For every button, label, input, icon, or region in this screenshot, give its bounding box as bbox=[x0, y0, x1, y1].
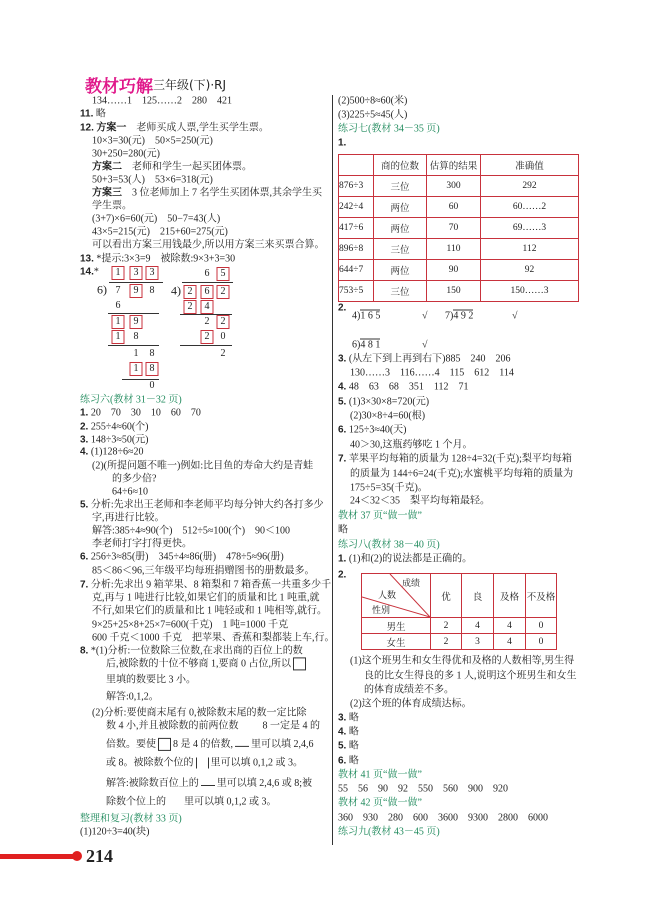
answer-line: 30+250=280(元) bbox=[92, 148, 160, 160]
answer-11: 11. 略 bbox=[80, 108, 106, 120]
answer-line: 9×25+25×8+25×7=600(千克) 1 吨=1000 千克 bbox=[92, 619, 289, 631]
answer-line: (2)(所提问题不唯一)例如:比目鱼的寿命大约是青蛙 bbox=[92, 460, 314, 472]
answer-line: (2)500÷8≈60(米) bbox=[338, 95, 408, 107]
cell: 644÷7 bbox=[339, 260, 374, 281]
blank-line bbox=[201, 776, 215, 786]
division-line bbox=[108, 345, 159, 346]
corner-label: 性别 bbox=[372, 605, 391, 615]
answer-line: 除数个位上的 里可以填 0,1,2 或 3。 bbox=[106, 796, 277, 808]
cell: 女生 bbox=[362, 634, 431, 650]
step-digit: 9 bbox=[130, 315, 143, 329]
cell: 896÷8 bbox=[339, 239, 374, 260]
answer-line: 解答:385÷4≈90(个) 512÷5≈100(个) 90＜100 bbox=[92, 525, 291, 537]
answer-line: 40＞30,这瓶药够吃 1 个月。 bbox=[350, 439, 473, 451]
answer-line: 64÷6≈10 bbox=[112, 486, 148, 498]
table-row bbox=[362, 634, 557, 650]
step-digit: 8 bbox=[133, 331, 139, 342]
check-mark-icon: √ bbox=[512, 310, 518, 322]
division-bar bbox=[182, 282, 233, 283]
cell: 70 bbox=[427, 218, 481, 239]
cell: 876÷3 bbox=[339, 176, 374, 197]
step-digit: 2 bbox=[184, 300, 197, 314]
dividend-digit: 7 bbox=[115, 285, 121, 296]
answer-line: 10×3=30(元) 50×5=250(元) bbox=[92, 135, 213, 147]
cell: 69……3 bbox=[481, 218, 579, 239]
dividend-digit: 2 bbox=[217, 285, 230, 299]
answer-line: 50+3=53(人) 53×6=318(元) bbox=[92, 174, 213, 186]
cell: 3 bbox=[462, 634, 494, 650]
division-check: 7)4 9 2 bbox=[445, 310, 474, 322]
check-mark-icon: √ bbox=[422, 339, 428, 351]
dividend-digit: 6 bbox=[201, 285, 214, 299]
column-divider bbox=[332, 95, 333, 845]
cell: 753÷5 bbox=[339, 281, 374, 302]
step-digit: 2 bbox=[201, 330, 214, 344]
cell: 两位 bbox=[374, 260, 427, 281]
cell: 2 bbox=[431, 618, 462, 634]
answer-8: 8. *(1)分析:一位数除三位数,在求出商的百位上的数 bbox=[80, 645, 303, 657]
step-digit: 0 bbox=[220, 331, 226, 342]
quotient-digit: 3 bbox=[146, 266, 159, 280]
cell: 三位 bbox=[374, 239, 427, 260]
cell: 男生 bbox=[362, 618, 431, 634]
section-heading: 整理和复习(教材 33 页) bbox=[80, 813, 182, 825]
cell: 两位 bbox=[374, 218, 427, 239]
step-digit: 6 bbox=[115, 300, 121, 311]
answer-6: 6. 125÷3≈40(天) bbox=[338, 424, 407, 436]
section-heading: 练习九(教材 43－45 页) bbox=[338, 826, 440, 838]
answer-5: 5. (1)3×30×8=720(元) bbox=[338, 396, 430, 408]
table-row bbox=[339, 281, 579, 302]
answer-line: 倍数。要使 8 是 4 的倍数, 里可以填 2,4,6 bbox=[106, 738, 314, 750]
answer-line: 里填的数要比 3 小。 bbox=[106, 674, 196, 686]
answer-1: 1. bbox=[338, 137, 347, 149]
answer-line: 的体育成绩差不多。 bbox=[364, 684, 454, 696]
answer-line: 的质量为 144÷6=24(千克);水蜜桃平均每箱的质量为 bbox=[350, 468, 574, 480]
cell: 4 bbox=[494, 618, 526, 634]
answer-2: 2. bbox=[338, 569, 347, 581]
cell: 300 bbox=[427, 176, 481, 197]
table-row bbox=[339, 176, 579, 197]
cell: 92 bbox=[481, 260, 579, 281]
answer-line: 后,被除数的十位不够商 1,要商 0 占位,所以 bbox=[106, 657, 308, 670]
table-row bbox=[339, 218, 579, 239]
table-header-row bbox=[362, 574, 557, 618]
cell: 2 bbox=[431, 634, 462, 650]
blank-line bbox=[235, 737, 249, 747]
cell: 417÷6 bbox=[339, 218, 374, 239]
header-cell: 不及格 bbox=[526, 574, 557, 618]
answer-line: (1)这个班男生和女生得优和及格的人数相等,男生得 bbox=[350, 655, 575, 667]
answer-1: 1. 20 70 30 10 60 70 bbox=[80, 407, 201, 419]
table-row bbox=[339, 260, 579, 281]
header-cell: 良 bbox=[462, 574, 494, 618]
answer-line: 解答:被除数百位上的 里可以填 2,4,6 或 8;被 bbox=[106, 778, 313, 789]
section-heading: 练习六(教材 31－32 页) bbox=[80, 394, 182, 406]
answer-14: 14.* bbox=[80, 266, 99, 278]
corner-label: 人数 bbox=[378, 590, 397, 600]
pe-score-table bbox=[361, 573, 557, 650]
check-mark-icon: √ bbox=[422, 310, 428, 322]
blank-box bbox=[293, 658, 306, 671]
answer-line: (2)分析:要使商末尾有 0,被除数末尾的数一定比除 bbox=[92, 707, 307, 719]
cell: 242÷4 bbox=[339, 197, 374, 218]
section-heading: 练习八(教材 38－40 页) bbox=[338, 539, 440, 551]
answer-line: 不行,如果它们的质量和比 1 吨轻或和 1 吨相等,就行。 bbox=[92, 605, 327, 617]
answer-4: 4. (1)128÷6≈20 bbox=[80, 446, 144, 458]
cell: 150……3 bbox=[481, 281, 579, 302]
division-line bbox=[180, 345, 232, 346]
step-digit: 4 bbox=[201, 300, 214, 314]
step-digit: 2 bbox=[220, 348, 226, 359]
table-row bbox=[339, 239, 579, 260]
cell: 112 bbox=[481, 239, 579, 260]
step-digit: 8 bbox=[146, 362, 159, 376]
answer-line: (2)30×8÷4=60(根) bbox=[350, 410, 426, 422]
answer-line: 600 千克＜1000 千克 把苹果、香蕉和梨都装上车,行。 bbox=[92, 632, 335, 644]
answer-line: 134……1 125……2 280 421 bbox=[92, 95, 232, 107]
answer-line: 85＜86＜96,三年级平均每班捐赠图书的册数最多。 bbox=[92, 565, 315, 577]
blank-box bbox=[196, 758, 209, 769]
answer-3: 3. (从左下到上再到右下)885 240 206 bbox=[338, 353, 511, 365]
answer-line: (1)120÷3=40(块) bbox=[80, 826, 150, 838]
table-row bbox=[339, 197, 579, 218]
answer-6: 6. 略 bbox=[338, 755, 359, 767]
answer-line: 解答:0,1,2。 bbox=[106, 691, 159, 703]
answer-line: 略 bbox=[338, 524, 348, 536]
cell: 两位 bbox=[374, 197, 427, 218]
corner-label: 成绩 bbox=[402, 578, 421, 588]
quotient-digit: 6 bbox=[204, 268, 210, 279]
step-digit: 1 bbox=[130, 362, 143, 376]
cell: 90 bbox=[427, 260, 481, 281]
header-cell: 准确值 bbox=[481, 155, 579, 176]
table-header-row bbox=[339, 155, 579, 176]
estimate-table bbox=[338, 154, 579, 302]
cell: 4 bbox=[494, 634, 526, 650]
division-diagrams bbox=[75, 260, 245, 395]
answer-line: 130……3 116……4 115 612 114 bbox=[350, 367, 514, 379]
answer-line: (3)225÷5≈45(人) bbox=[338, 109, 408, 121]
dividend-digit: 9 bbox=[130, 284, 143, 298]
answer-12: 12. 方案一 老师买成人票,学生买学生票。 bbox=[80, 122, 269, 134]
quotient-digit: 1 bbox=[112, 266, 125, 280]
answer-line: 李老师打字打得更快。 bbox=[92, 538, 192, 550]
section-heading: 教材 41 页“做一做” bbox=[338, 769, 422, 781]
answer-7: 7. 苹果平均每箱的质量为 128÷4=32(千克);梨平均每箱 bbox=[338, 453, 572, 465]
answer-4: 4. 48 63 68 351 112 71 bbox=[338, 381, 469, 393]
answer-line: 字,再进行比较。 bbox=[92, 512, 165, 524]
quotient-digit: 3 bbox=[130, 266, 143, 280]
answer-line: 55 56 90 92 550 560 900 920 bbox=[338, 783, 508, 795]
answer-line: 方案二 老师和学生一起买团体票。 bbox=[92, 161, 252, 173]
step-digit: 1 bbox=[112, 315, 125, 329]
cell: 0 bbox=[526, 618, 557, 634]
section-heading: 教材 37 页“做一做” bbox=[338, 510, 422, 522]
answer-2: 2. 255÷4≈60(个) bbox=[80, 421, 149, 433]
dividend-digit: 8 bbox=[149, 285, 155, 296]
footer-bar bbox=[0, 854, 76, 859]
brand-title: 教材巧解 bbox=[85, 77, 153, 97]
header-cell: 估算的结果 bbox=[427, 155, 481, 176]
cell: 0 bbox=[526, 634, 557, 650]
division-line bbox=[108, 313, 159, 314]
answer-line: 360 930 280 600 3600 9300 2800 6000 bbox=[338, 812, 548, 824]
answer-line: 学生票。 bbox=[92, 200, 132, 212]
division-check: 6)4 8 1 bbox=[352, 339, 381, 351]
answer-line: (3+7)×6=60(元) 50−7=43(人) bbox=[92, 213, 221, 225]
header-cell: 及格 bbox=[494, 574, 526, 618]
answer-3: 3. 148÷3≈50(元) bbox=[80, 434, 149, 446]
header-cell: 商的位数 bbox=[374, 155, 427, 176]
step-digit: 1 bbox=[133, 348, 139, 359]
answer-1: 1. (1)和(2)的说法都是正确的。 bbox=[338, 553, 473, 565]
step-digit: 8 bbox=[149, 348, 155, 359]
cell: 60 bbox=[427, 197, 481, 218]
answer-7: 7. 分析:先求出 9 箱苹果、8 箱梨和 7 箱香蕉一共重多少千 bbox=[80, 579, 332, 591]
step-digit: 2 bbox=[204, 316, 210, 327]
quotient-digit: 5 bbox=[217, 267, 230, 281]
answer-4: 4. 略 bbox=[338, 726, 359, 738]
page-number: 214 bbox=[86, 846, 113, 866]
cell: 292 bbox=[481, 176, 579, 197]
dividend-digit: 2 bbox=[184, 285, 197, 299]
step-digit: 1 bbox=[112, 330, 125, 344]
answer-5: 5. 分析:先求出王老师和李老师平均每分钟大约各打多少 bbox=[80, 499, 324, 511]
answer-line: 或 8。被除数个位的 里可以填 0,1,2 或 3。 bbox=[106, 757, 303, 769]
division-check: 4)1 6 5 bbox=[352, 310, 381, 322]
diagonal-header-cell bbox=[362, 574, 431, 618]
answer-2: 2. bbox=[338, 302, 347, 314]
divisor: 6) bbox=[97, 282, 107, 297]
answer-line: (2)这个班的体育成绩达标。 bbox=[350, 698, 472, 710]
answer-line: 的多少倍? bbox=[112, 473, 157, 485]
table-row bbox=[362, 618, 557, 634]
step-digit: 2 bbox=[217, 315, 230, 329]
section-heading: 练习七(教材 34－35 页) bbox=[338, 123, 440, 135]
header-cell bbox=[339, 155, 374, 176]
answer-3: 3. 略 bbox=[338, 712, 359, 724]
answer-13: 13. *提示:3×3=9 被除数:9×3+3=30 bbox=[80, 253, 236, 265]
answer-line: 良的比女生得良的多 1 人,说明这个班男生和女生 bbox=[364, 670, 577, 682]
cell: 150 bbox=[427, 281, 481, 302]
header-cell: 优 bbox=[431, 574, 462, 618]
answer-line: 方案三 3 位老师加上 7 名学生买团体票,其余学生买 bbox=[92, 187, 322, 199]
answer-line: 24＜32＜35 梨平均每箱最轻。 bbox=[350, 495, 490, 507]
answer-line: 克,再与 1 吨进行比较,如果它们的质量和比 1 吨重,就 bbox=[92, 592, 320, 604]
answer-line: 43×5=215(元) 215+60=275(元) bbox=[92, 226, 228, 238]
book-subtitle: 三年级(下)·RJ bbox=[153, 78, 227, 92]
answer-line: 数 4 小,并且被除数的前两位数 8 一定是 4 的 bbox=[106, 720, 320, 732]
section-heading: 教材 42 页“做一做” bbox=[338, 797, 422, 809]
answer-6: 6. 256÷3≈85(册) 345÷4≈86(册) 478÷5≈96(册) bbox=[80, 551, 284, 563]
blank-box bbox=[158, 738, 171, 751]
footer-dot bbox=[72, 851, 82, 861]
cell: 三位 bbox=[374, 176, 427, 197]
cell: 4 bbox=[462, 618, 494, 634]
division-bar bbox=[109, 282, 163, 283]
answer-5: 5. 略 bbox=[338, 740, 359, 752]
answer-line: 175÷5=35(千克)。 bbox=[350, 482, 428, 494]
cell: 110 bbox=[427, 239, 481, 260]
answer-line: 可以看出方案三用钱最少,所以用方案三来买票合算。 bbox=[92, 239, 325, 251]
divisor: 4) bbox=[171, 283, 181, 298]
cell: 60……2 bbox=[481, 197, 579, 218]
cell: 三位 bbox=[374, 281, 427, 302]
step-digit: 0 bbox=[149, 380, 155, 391]
